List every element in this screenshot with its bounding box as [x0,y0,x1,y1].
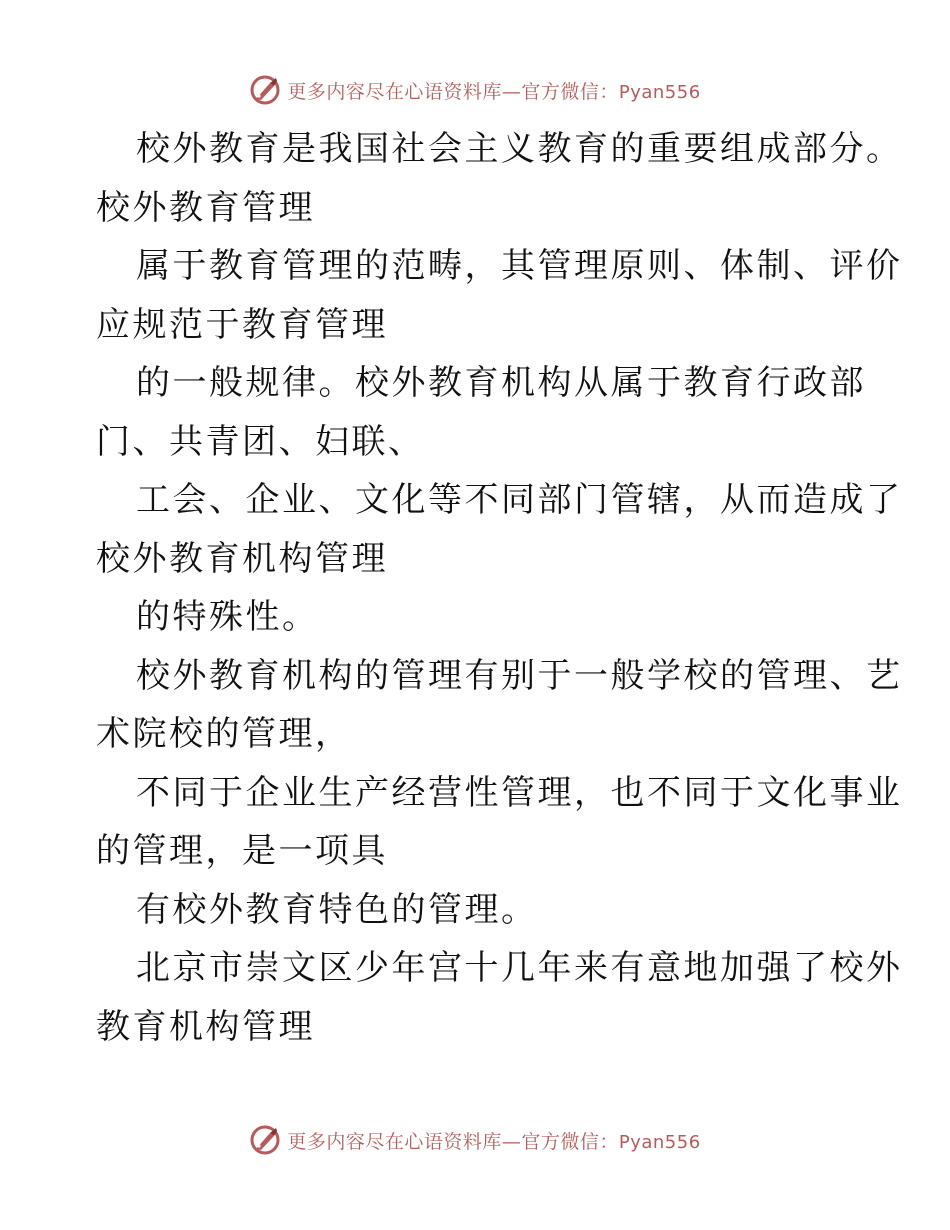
paragraph [96,647,903,764]
paragraph-line: 校外教育机构的管理有别于一般学校的管理、艺 [136,655,903,696]
paragraph [96,881,856,940]
paragraph [96,354,866,471]
paragraph [96,237,903,354]
paragraph-line: 教育机构管理 [96,1006,315,1047]
document-body [96,120,903,1056]
paragraph-line: 的特殊性。 [136,597,319,637]
paragraph [96,471,903,588]
header-banner-text [287,77,700,104]
paragraph-line: 有校外教育特色的管理。 [136,889,538,930]
footer-banner-text [287,1127,700,1154]
paragraph-line: 校外教育管理 [96,187,315,228]
header-banner-slogan: 更多内容尽在心语资料库—官方微信： [287,80,619,103]
footer-wechat-id: Pyan556 [618,1131,701,1153]
paragraph-line: 应规范于教育管理 [96,304,388,345]
quill-pen-logo-icon [249,1124,281,1156]
paragraph [96,588,856,647]
footer-banner-slogan: 更多内容尽在心语资料库—官方微信： [287,1130,619,1153]
paragraph-line: 的一般规律。校外教育机构从属于教育行政部 [136,363,866,403]
paragraph-line: 北京市崇文区少年宫十几年来有意地加强了校外 [136,948,903,988]
quill-pen-logo-icon [249,74,281,106]
paragraph-line: 门、共青团、妇联、 [96,421,425,462]
paragraph-line: 工会、企业、文化等不同部门管辖，从而造成了 [136,480,903,520]
footer-banner [0,1120,950,1160]
paragraph-line: 不同于企业生产经营性管理，也不同于文化事业 [136,772,903,813]
header-wechat-id: Pyan556 [618,81,701,103]
header-banner [0,70,950,110]
paragraph-line: 术院校的管理， [96,714,352,754]
paragraph [96,939,903,1056]
paragraph [96,764,903,881]
paragraph-line: 校外教育机构管理 [96,538,388,579]
paragraph-line: 的管理，是一项具 [96,831,388,871]
paragraph-line: 属于教育管理的范畴，其管理原则、体制、评价 [136,246,903,286]
paragraph [96,120,903,237]
paragraph-line: 校外教育是我国社会主义教育的重要组成部分。 [136,129,903,169]
